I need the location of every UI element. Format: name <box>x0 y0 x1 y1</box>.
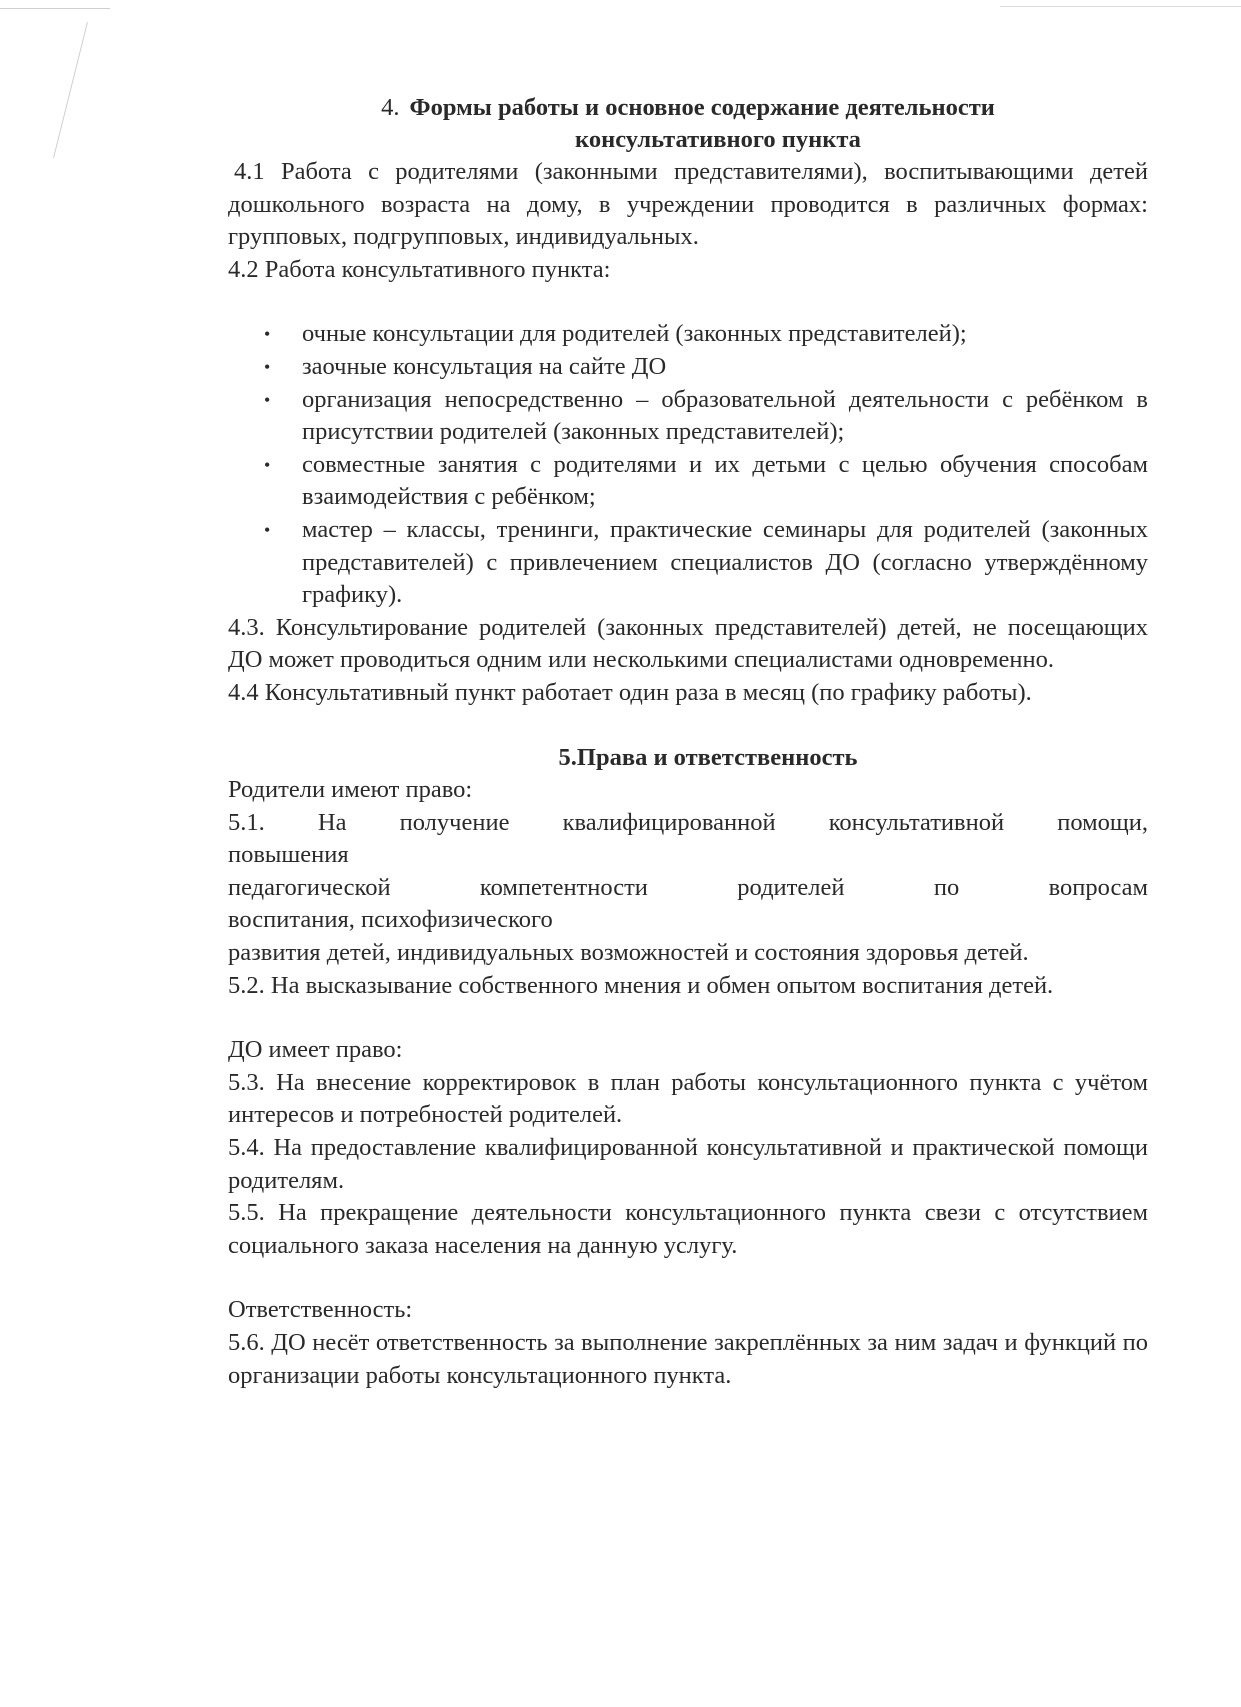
bullet-icon: • <box>264 356 271 377</box>
scan-mark-top-left <box>0 8 110 9</box>
bullet-icon: • <box>264 454 271 475</box>
document-body <box>228 92 1148 1392</box>
paragraph-4-1: 4.1 Работа с родителями (законными представителями), воспитывающими детей дошкольного возраста на дому, в учреждении проводится в различных формах: групповых, подгрупповых, индивидуальных. <box>228 158 1148 251</box>
paragraph-5-1e: развития детей, индивидуальных возможностей и состояния здоровья детей. <box>228 939 1029 967</box>
paragraph-5-1d: воспитания, психофизического <box>228 906 553 934</box>
section-4-number: 4. <box>381 94 400 121</box>
paragraph-5-1b: повышения <box>228 841 349 869</box>
list-item-text: мастер – классы, тренинги, практические семинары для родителей (законных представителей) с привлечением специалистов ДО (согласно утверждённому графику). <box>302 515 1148 609</box>
list-item-text: организация непосредственно – образовательной деятельности с ребёнком в присутствии родителей (законных представителей); <box>302 385 1148 446</box>
paragraph-4-4: 4.4 Консультативный пункт работает один раза в месяц (по графику работы). <box>228 678 1032 706</box>
scan-mark-left-edge <box>53 22 88 158</box>
work-forms-list <box>228 318 1148 611</box>
paragraph-5-1c: педагогической компетентности родителей по вопросам <box>228 873 1148 901</box>
paragraph-5-6: 5.6. ДО несёт ответственность за выполнение закреплённых за ним задач и функций по организации работы консультационного пункта. <box>228 1329 1148 1389</box>
list-item <box>228 318 1148 351</box>
do-rights-intro: ДО имеет право: <box>228 1036 403 1064</box>
section-4-heading <box>228 92 1148 124</box>
bullet-icon: • <box>264 389 271 410</box>
section-5-heading: 5.Права и ответственность <box>558 743 858 771</box>
bullet-icon: • <box>264 519 271 540</box>
paragraph-4-3: 4.3. Консультирование родителей (законных представителей) детей, не посещающих ДО может проводиться одним или несколькими специалистами одновременно. <box>228 613 1148 674</box>
section-4-title-line2: консультативного пункта <box>575 126 861 153</box>
section-4-title-line1: Формы работы и основное содержание деятельности <box>409 94 995 121</box>
list-item-text: очные консультации для родителей (законных представителей); <box>302 320 967 348</box>
scan-mark-top-right <box>1000 6 1241 7</box>
paragraph-4-2: 4.2 Работа консультативного пункта: <box>228 255 611 283</box>
list-item <box>228 384 1148 449</box>
list-item <box>228 449 1148 514</box>
paragraph-5-5: 5.5. На прекращение деятельности консультационного пункта свези с отсутствием социального заказа населения на данную услугу. <box>228 1199 1148 1259</box>
parents-rights-intro: Родители имеют право: <box>228 776 473 804</box>
paragraph-5-1a: 5.1. На получение квалифицированной консультативной помощи, <box>228 808 1148 836</box>
responsibility-intro: Ответственность: <box>228 1296 413 1324</box>
spacer <box>228 1002 1148 1034</box>
list-item <box>228 514 1148 612</box>
list-item <box>228 351 1148 384</box>
paragraph-5-3: 5.3. На внесение корректировок в план работы консультационного пункта с учётом интересов и потребностей родителей. <box>228 1068 1148 1129</box>
list-item-text: совместные занятия с родителями и их детьми с целью обучения способам взаимодействия с ребёнком; <box>302 450 1148 511</box>
spacer <box>228 1262 1148 1294</box>
bullet-icon: • <box>264 324 271 345</box>
paragraph-5-2: 5.2. На высказывание собственного мнения и обмен опытом воспитания детей. <box>228 971 1054 999</box>
paragraph-5-4: 5.4. На предоставление квалифицированной консультативной и практической помощи родителям. <box>228 1134 1148 1194</box>
list-item-text: заочные консультация на сайте ДО <box>302 352 667 380</box>
